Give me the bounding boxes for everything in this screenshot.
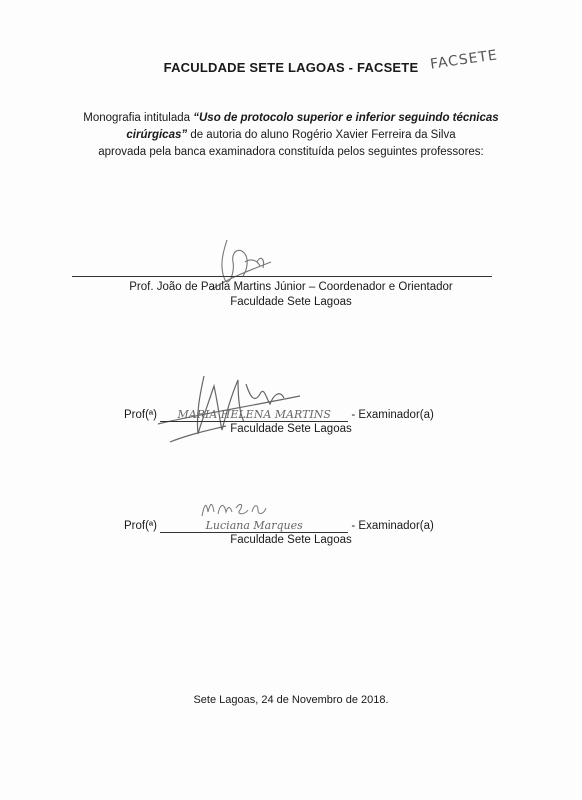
examiner-2-row <box>124 519 434 533</box>
examiner-1-prefix: Prof(ª) <box>124 409 161 421</box>
examiner-2-prefix: Prof(ª) <box>124 520 161 532</box>
intro-suffix: aprovada pela banca examinadora constituída pelos seguintes professores: <box>98 146 484 158</box>
intro-middle: de autoria do aluno Rogério Xavier Ferreira da Silva <box>187 129 456 141</box>
intro-prefix: Monografia intitulada <box>83 112 194 124</box>
place-date: Sete Lagoas, 24 de Novembro de 2018. <box>193 694 389 706</box>
examiner-2-name-line <box>160 519 348 533</box>
coordinator-institution: Faculdade Sete Lagoas <box>230 296 352 308</box>
examiner-2-institution: Faculdade Sete Lagoas <box>230 534 352 546</box>
coordinator-label: Prof. João de Paula Martins Júnior – Coordenador e Orientador <box>129 281 453 293</box>
examiner-2-handwritten-name: Luciana Marques <box>205 519 303 532</box>
examiner-1-role: - Examinador(a) <box>348 409 434 421</box>
examiner-1-name-line <box>160 408 348 422</box>
examiner-1-handwritten-name: MARIA HELENA MARTINS <box>177 408 331 421</box>
examiner-2-role: - Examinador(a) <box>348 520 434 532</box>
examiner-1-institution: Faculdade Sete Lagoas <box>230 423 352 435</box>
signature-line-1 <box>72 276 492 277</box>
handwritten-stamp: FACSETE <box>429 47 499 73</box>
page-title: FACULDADE SETE LAGOAS - FACSETE <box>163 60 419 75</box>
examiner-1-row <box>124 408 434 422</box>
thesis-title: “Uso de protocolo superior e inferior seguindo técnicas cirúrgicas” <box>126 112 499 141</box>
approval-paragraph <box>80 110 502 161</box>
